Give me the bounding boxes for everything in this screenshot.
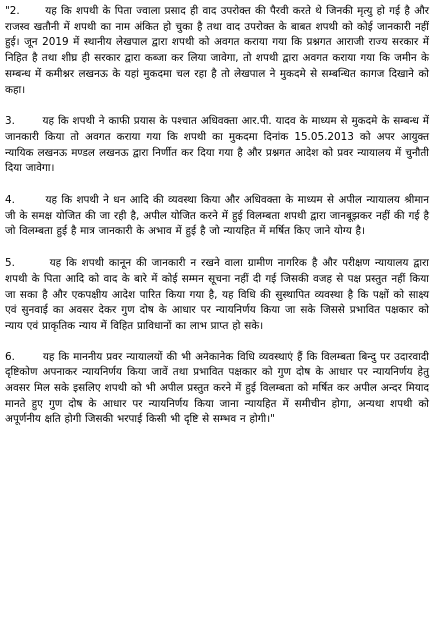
paragraph-text: यह कि शपथी के पिता ज्वाला प्रसाद ही वाद उपरोक्त की पैरवी करते थे जिनकी मृत्यु हो गई है और राजस्व खतौनी में शपथी का नाम अंकित हो चुका है तथा वाद उपरोक्त के बाबत शपथी को कोई जानकारी नहीं हुई। जून 2019 में स्थानीय लेखपाल द्वारा शपथी को अवगत कराया गया कि प्रश्नगत आराजी राज्य सरकार में निहित है तथा शीघ्र ही सरकार द्वारा कब्जा कर लिया जावेगा, तो शपथी द्वारा अवगत कराया गया कि जमीन के सम्बन्ध में कमीश्नर लखनऊ के यहां मुकदमा चल रहा है तो लेखपाल ने मुकदमे से सम्बन्धित कागज दिखाने को कहा। (5, 5, 429, 96)
paragraph-text: यह कि शपथी ने काफी प्रयास के पश्चात अधिवक्ता आर.पी. यादव के माध्यम से मुकदमे के सम्बन्ध में जानकारी किया तो अवगत कराया गया कि शपथी का मुकदमा दिनांक 15.05.2013 को अपर आयुक्त न्यायिक लखनऊ मण्डल लखनऊ द्वारा निर्णीत कर दिया गया है और प्रश्नगत आदेश को प्रवर न्यायालय में चुनौती दिया जावेगा। (5, 115, 429, 175)
paragraph-number: 5. (5, 257, 15, 270)
paragraph-spacer (5, 98, 429, 114)
paragraph-spacer (5, 335, 429, 350)
paragraph-number: 4. (5, 194, 15, 207)
paragraph-number: "2. (5, 5, 20, 17)
paragraph-number: 3. (5, 115, 15, 128)
paragraph-3 (5, 114, 429, 177)
paragraph-text: यह कि माननीय प्रवर न्यायालयों की भी अनेकानेक विधि व्यवस्थाएं हैं कि विलम्बता बिन्दु पर उदारवादी दृष्टिकोण अपनाकर न्यायनिर्णय किया जावें तथा प्रभावित पक्षकार को गुण दोष के आधार पर न्यायनिर्णय हेतु अवसर मिल सके इसलिए शपथी को भी अपील प्रस्तुत करने में हुई विलम्बता को मर्षित कर अपील अन्दर मियाद मानते हुए गुण दोष के आधार पर न्यायनिर्णय किया जाना न्यायहित में समीचीन होगा, अन्यथा शपथी को अपूर्णनीय क्षति होगी जिसकी भरपाई किसी भी दृष्टि से सम्भव न होगी।" (5, 350, 429, 426)
paragraph-spacer (5, 177, 429, 193)
paragraph-2 (5, 4, 429, 98)
paragraph-text: यह कि शपथी ने धन आदि की व्यवस्था किया और अधिवक्ता के माध्यम से अपील न्यायालय श्रीमान जी के समक्ष योजित की जा रही है, अपील योजित करने में हुई विलम्बता शपथी द्वारा जानबूझकर नहीं की गई है जो विलम्बता हुई है मात्र जानकारी के अभाव में हुई है जो न्यायहित में मर्षित किए जाने योग्य है। (5, 194, 429, 238)
paragraph-text: यह कि शपथी कानून की जानकारी न रखने वाला ग्रामीण नागरिक है और परीक्षण न्यायालय द्वारा शपथी के पिता आदि को वाद के बारे में कोई सम्मन सूचना नहीं दी गई जिसकी वजह से पक्ष प्रस्तुत नहीं किया जा सका है और एकपक्षीय आदेश पारित किया गया है, यह विधि की सुस्थापित व्यवस्था है कि पक्षों को साक्ष्य एवं सुनवाई का अवसर देकर गुण दोष के आधार पर न्यायनिर्णय किया जा सके जिससे प्रभावित पक्षकार को न्याय एवं प्राकृतिक न्याय में विहित प्राविधानों का लाभ प्राप्त हो सके। (5, 257, 429, 332)
paragraph-number: 6. (5, 350, 15, 363)
paragraph-6 (5, 350, 429, 429)
paragraph-5 (5, 256, 429, 335)
paragraph-4 (5, 193, 429, 240)
paragraph-spacer (5, 240, 429, 256)
